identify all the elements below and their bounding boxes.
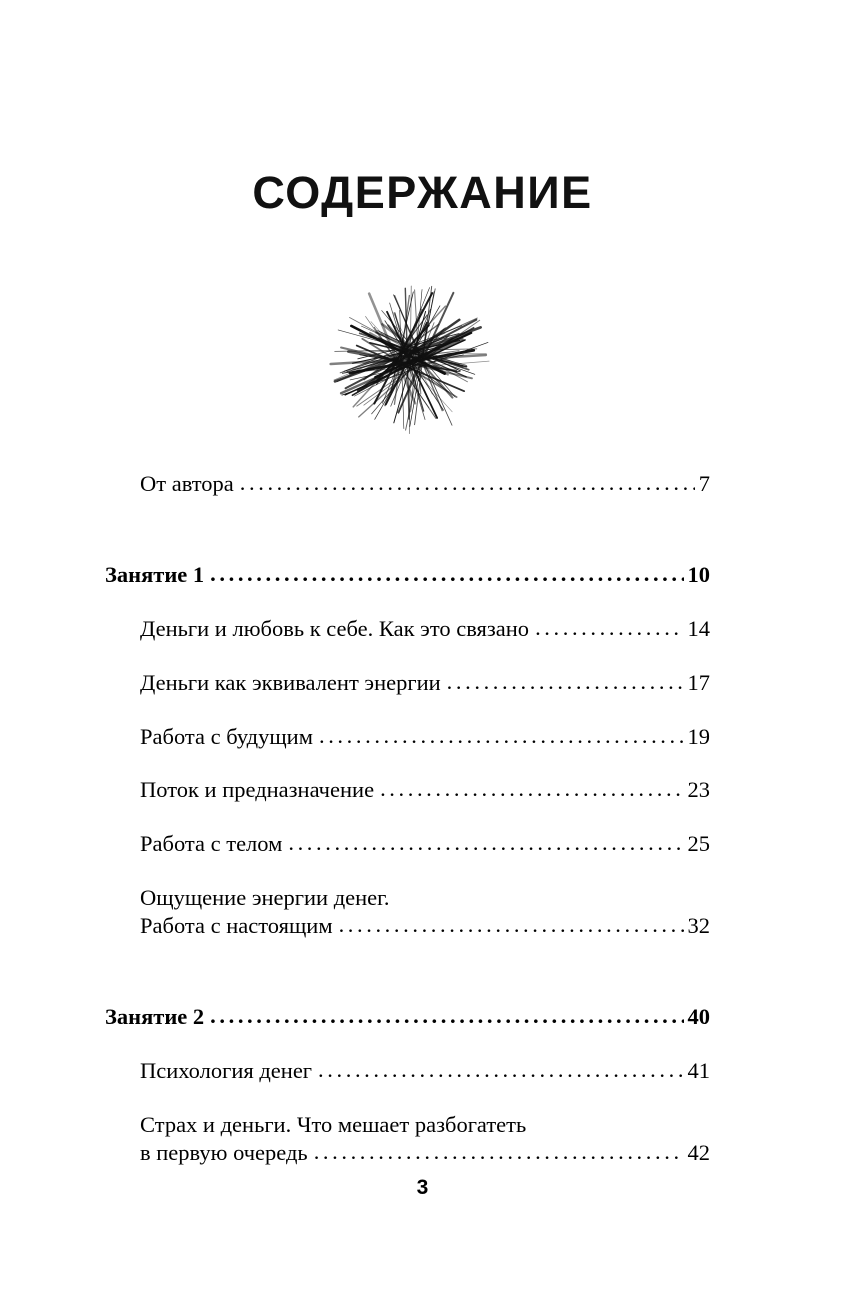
dot-leader [447,668,684,696]
toc-entry-label: Деньги и любовь к себе. Как это связано [140,615,530,641]
toc-chapter-page: 40 [687,1004,710,1030]
dot-leader [288,829,683,857]
dot-leader [210,560,683,588]
toc-entry-label-line2: Работа с настоящим [140,913,333,939]
dot-leader [240,469,695,497]
spacer [105,750,710,776]
spacer [105,697,710,723]
dot-leader [339,911,684,939]
toc-entry-page: 7 [698,471,710,496]
dot-leader [210,1002,683,1030]
toc-chapter-label: Занятие 1 [105,561,205,587]
radial-starburst-ornament [320,272,500,448]
dot-leader [318,1056,683,1084]
spacer [105,1085,710,1111]
toc-entry[interactable] [140,723,710,751]
toc-entry-label: Психология денег [140,1057,313,1083]
toc-entry-label-line1: Страх и деньги. Что мешает разбогатеть [140,1111,527,1137]
toc-entry[interactable] [140,830,710,858]
toc-entry-page: 32 [687,913,710,939]
toc-entry-multiline[interactable] [140,884,710,940]
spacer [105,858,710,884]
toc-entry-page: 41 [687,1057,710,1083]
toc-entry-label-line1: Ощущение энергии денег. [140,885,390,911]
spacer [105,1031,710,1057]
toc-entry-label: Работа с телом [140,831,283,857]
toc-entry[interactable] [140,776,710,804]
toc-entry-label: Работа с будущим [140,723,313,749]
toc-entry-label: От автора [140,471,234,496]
toc-entry-page: 25 [687,831,710,857]
toc-entry[interactable] [140,615,710,643]
spacer [105,804,710,830]
spacer [105,498,710,561]
page-number: 3 [416,1176,429,1199]
toc-chapter-page: 10 [687,561,710,587]
toc-list [105,470,710,1167]
toc-entry-multiline[interactable] [140,1111,710,1167]
toc-entry-label: Деньги как эквивалент энергии [140,669,441,695]
spacer [105,940,710,1003]
dot-leader [380,775,683,803]
toc-entry-page: 14 [687,615,710,641]
toc-entry-preface[interactable] [140,470,710,498]
toc-entry[interactable] [140,1057,710,1085]
spacer [105,643,710,669]
dot-leader [314,1138,684,1166]
toc-entry-label-line2: в первую очередь [140,1139,308,1165]
toc-entry-line2 [140,912,710,940]
toc-entry-label: Поток и предназначение [140,777,375,803]
dot-leader [319,722,684,750]
toc-chapter-label: Занятие 2 [105,1004,205,1030]
toc-chapter-2[interactable] [105,1003,710,1031]
toc-entry-page: 19 [687,723,710,749]
toc-entry-page: 42 [687,1139,710,1165]
toc-entry-page: 23 [687,777,710,803]
toc-entry-page: 17 [687,669,710,695]
toc-entry[interactable] [140,669,710,697]
toc-chapter-1[interactable] [105,561,710,589]
toc-entry-line2 [140,1139,710,1167]
dot-leader [535,614,683,642]
page-title: СОДЕРЖАНИЕ [252,167,593,218]
spacer [105,589,710,615]
